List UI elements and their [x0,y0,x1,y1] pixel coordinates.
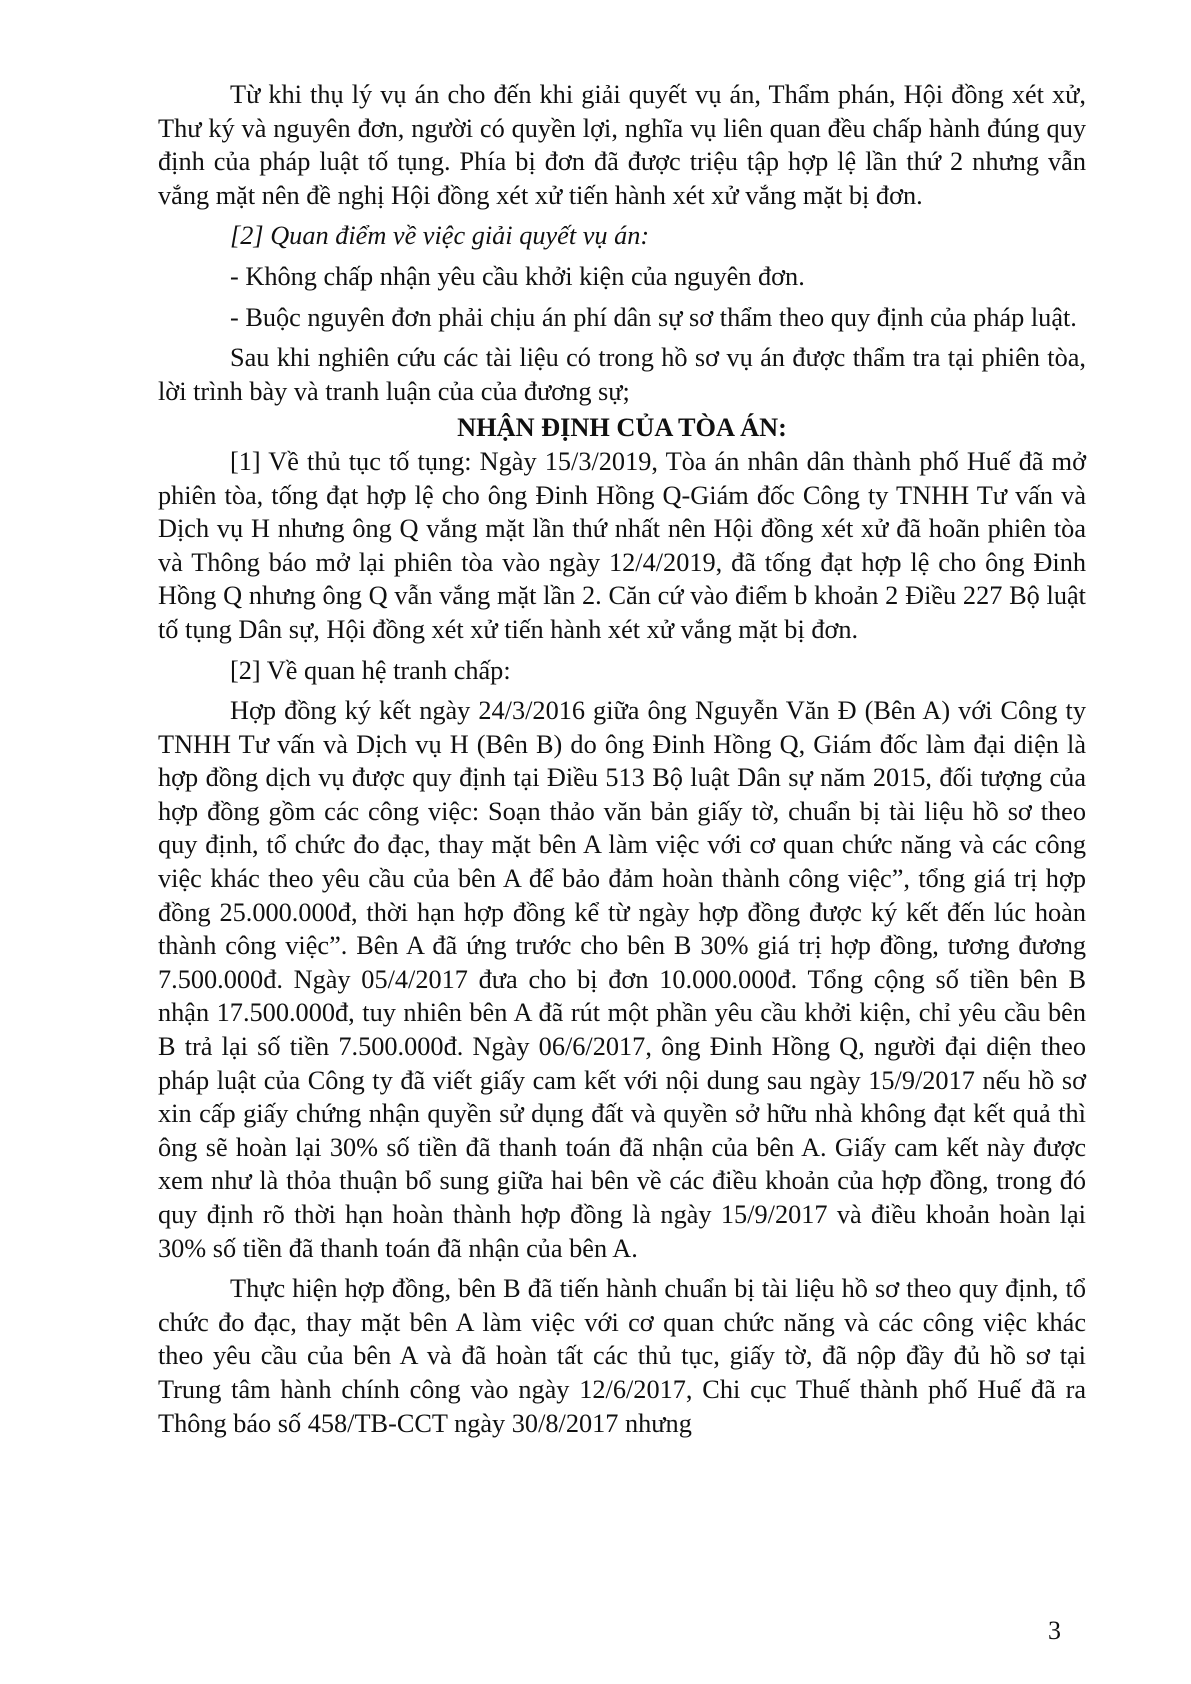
paragraph-procedure-compliance: Từ khi thụ lý vụ án cho đến khi giải quyết vụ án, Thẩm phán, Hội đồng xét xử, Thư ký và nguyên đơn, người có quyền lợi, nghĩa vụ liên quan đều chấp hành đúng quy định của pháp luật tố tụng. Phía bị đơn đã được triệu tập hợp lệ lần thứ 2 nhưng vẫn vắng mặt nên đề nghị Hội đồng xét xử tiến hành xét xử vắng mặt bị đơn. [158,80,1086,210]
paragraph-contract-details: Hợp đồng ký kết ngày 24/3/2016 giữa ông Nguyễn Văn Đ (Bên A) với Công ty TNHH Tư vấn và Dịch vụ H (Bên B) do ông Đinh Hồng Q, Giám đốc làm đại diện là hợp đồng dịch vụ được quy định tại Điều 513 Bộ luật Dân sự năm 2015, đối tượng của hợp đồng gồm các công việc: Soạn thảo văn bản giấy tờ, chuẩn bị tài liệu hồ sơ theo quy định, tổ chức đo đạc, thay mặt bên A làm việc với cơ quan chức năng và các công việc khác theo yêu cầu của bên A để bảo đảm hoàn thành công việc”, tổng giá trị hợp đồng 25.000.000đ, thời hạn hợp đồng kể từ ngày hợp đồng được ký kết đến lúc hoàn thành công việc”. Bên A đã ứng trước cho bên B 30% giá trị hợp đồng, tương đương 7.500.000đ. Ngày 05/4/2017 đưa cho bị đơn 10.000.000đ. Tổng cộng số tiền bên B nhận 17.500.000đ, tuy nhiên bên A đã rút một phần yêu cầu khởi kiện, chỉ yêu cầu bên B trả lại số tiền 7.500.000đ. Ngày 06/6/2017, ông Đinh Hồng Q, người đại diện theo pháp luật của Công ty đã viết giấy cam kết với nội dung sau ngày 15/9/2017 nếu hồ sơ xin cấp giấy chứng nhận quyền sử dụng đất và quyền sở hữu nhà không đạt kết quả thì ông sẽ hoàn lại 30% số tiền đã thanh toán đã nhận của bên A. Giấy cam kết này được xem như là thỏa thuận bổ sung giữa hai bên về các điều khoản của hợp đồng, trong đó quy định rõ thời hạn hoàn thành hợp đồng là ngày 15/9/2017 và điều khoản hoàn lại 30% số tiền đã thanh toán đã nhận của bên A. [158,696,1086,1263]
paragraph-after-research: Sau khi nghiên cứu các tài liệu có trong hồ sơ vụ án được thẩm tra tại phiên tòa, lời trình bày và tranh luận của của đương sự; [158,343,1086,406]
section-heading-viewpoint: [2] Quan điểm về việc giải quyết vụ án: [230,221,650,251]
list-item-court-fee: - Buộc nguyên đơn phải chịu án phí dân sự sơ thẩm theo quy định của pháp luật. [230,302,1077,332]
paragraph-contract-performance: Thực hiện hợp đồng, bên B đã tiến hành chuẩn bị tài liệu hồ sơ theo quy định, tổ chức đo đạc, thay mặt bên A làm việc với cơ quan chức năng và các công việc khác theo yêu cầu của bên A và đã hoàn tất các thủ tục, giấy tờ, đã nộp đầy đủ hồ sơ tại Trung tâm hành chính công vào ngày 12/6/2017, Chi cục Thuế thành phố Huế đã ra Thông báo số 458/TB-CCT ngày 30/8/2017 nhưng [158,1274,1086,1438]
document-page [158,78,1086,1440]
page-number: 3 [1048,1616,1061,1645]
paragraph-procedural-matters: [1] Về thủ tục tố tụng: Ngày 15/3/2019, Tòa án nhân dân thành phố Huế đã mở phiên tòa, tống đạt hợp lệ cho ông Đinh Hồng Q-Giám đốc Công ty TNHH Tư vấn và Dịch vụ H nhưng ông Q vắng mặt lần thứ nhất nên Hội đồng xét xử đã hoãn phiên tòa và Thông báo mở lại phiên tòa vào ngày 12/4/2019, đã tống đạt hợp lệ cho ông Đinh Hồng Q nhưng ông Q vẫn vắng mặt lần 2. Căn cứ vào điểm b khoản 2 Điều 227 Bộ luật tố tụng Dân sự, Hội đồng xét xử tiến hành xét xử vắng mặt bị đơn. [158,446,1086,644]
list-item-reject-claim: - Không chấp nhận yêu cầu khởi kiện của nguyên đơn. [230,261,805,291]
court-findings-heading: NHẬN ĐỊNH CỦA TÒA ÁN: [457,413,787,443]
section-heading-dispute-relation: [2] Về quan hệ tranh chấp: [230,655,511,685]
